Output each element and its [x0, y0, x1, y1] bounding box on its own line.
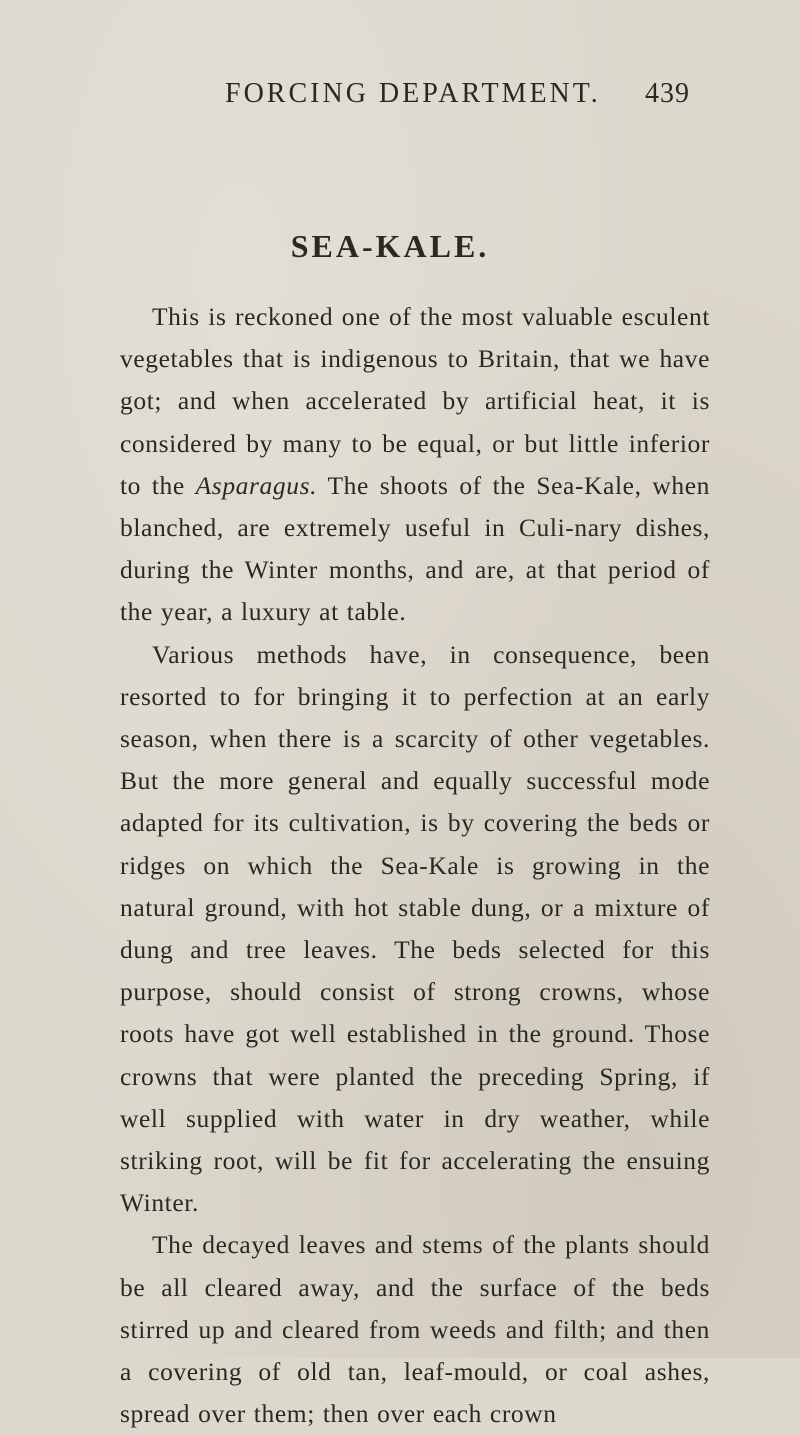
- running-head: [0, 78, 800, 118]
- running-title: FORCING DEPARTMENT.: [225, 78, 601, 109]
- section-title: [0, 228, 800, 265]
- paragraph-3: The decayed leaves and stems of the plants should be all cleared away, and the surface of the beds stirred up and cleared from weeds and filth; and then a covering of old tan, leaf-mould, or coal ashes, spread over them; then over each crown: [120, 1230, 710, 1429]
- asparagus-italic: Asparagus.: [195, 470, 318, 500]
- body-text: [120, 296, 710, 1435]
- paragraph-1-text-b: The shoots of the Sea-Kale, when blanched, are extremely useful in Culi-nary dishes, during the Winter months, and are, at that period of the year, a luxury at table.: [120, 470, 711, 627]
- section-title-text: SEA-KALE.: [290, 228, 490, 264]
- paragraph-1: [120, 296, 710, 634]
- paragraph-1-text-a: This is reckoned one of the most valuable esculent vegetables that is indigenous to Britain, that we have got; and when accelerated by artificial heat, it is considered by many to be equal, or but little inferior to the: [120, 302, 710, 500]
- paragraph-2: Various methods have, in consequence, been resorted to for bringing it to perfection at an early season, when there is a scarcity of other vegetables. But the more general and equally successful mode adapted for its cultivation, is by covering the beds or ridges on which the Sea-Kale is growing in the natural ground, with hot stable dung, or a mixture of dung and tree leaves. The beds selected for this purpose, should consist of strong crowns, whose roots have got well established in the ground. Those crowns that were planted the preceding Spring, if well supplied with water in dry weather, while striking root, will be fit for accelerating the ensuing Winter.: [120, 639, 710, 1218]
- page-number: 439: [645, 78, 690, 109]
